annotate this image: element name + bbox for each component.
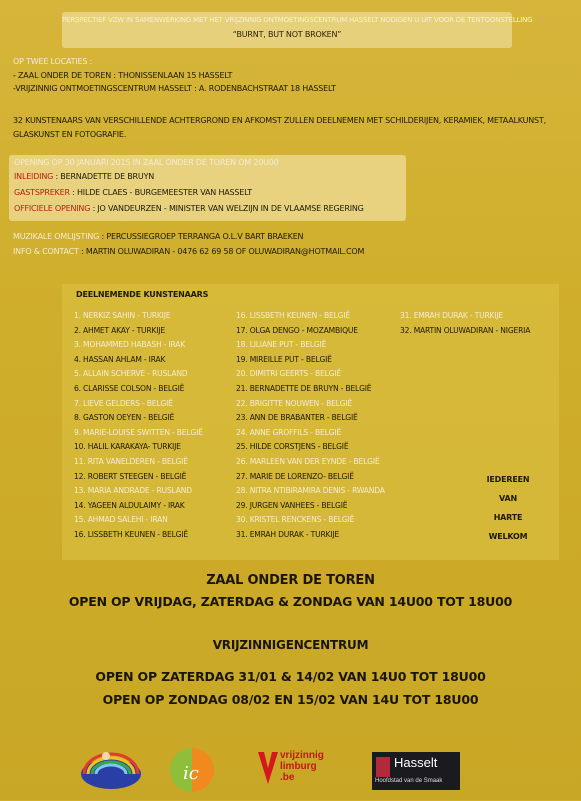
vrijzinnig-text bbox=[280, 750, 324, 783]
opening-row-officiele bbox=[14, 204, 364, 213]
artists-column-2 bbox=[236, 309, 385, 543]
intro-line-2: GLASKUNST EN FOTOGRAFIE. bbox=[13, 130, 127, 139]
opening-value: : JO VANDEURZEN - MINISTER VAN WELZIJN IN DE VLAAMSE REGERING bbox=[92, 204, 364, 213]
venue-2-hours-2: OPEN OP ZONDAG 08/02 EN 15/02 VAN 14U TOT 18U00 bbox=[102, 692, 479, 707]
artist-list-item: 6. CLARISSE COLSON - BELGIË bbox=[74, 383, 185, 393]
venue-2-name: VRIJZINNIGENCENTRUM bbox=[212, 638, 369, 652]
opening-title: OPENING OP 30 JANUARI 2015 IN ZAAL ONDER DE TOREN OM 20U00 bbox=[14, 158, 279, 167]
opening-label: GASTSPREKER bbox=[14, 188, 70, 197]
location-1: - ZAAL ONDER DE TOREN : THONISSENLAAN 15 HASSELT bbox=[13, 71, 233, 80]
hasselt-title: Hasselt bbox=[394, 755, 438, 770]
locations-title: OP TWEE LOCATIES : bbox=[13, 57, 93, 66]
venue-2-hours-1: OPEN OP ZATERDAG 31/01 & 14/02 VAN 14U0 TOT 18U00 bbox=[95, 669, 486, 684]
artist-list-item: 14. YAGEEN ALDULAIMY - IRAK bbox=[74, 500, 185, 510]
artists-panel bbox=[62, 284, 559, 560]
music-line bbox=[13, 232, 303, 241]
artists-column-1 bbox=[74, 309, 203, 543]
welcome-message bbox=[483, 470, 533, 546]
v-icon bbox=[256, 748, 280, 788]
artist-list-item: 31. EMRAH DURAK - TURKIJE bbox=[236, 529, 339, 539]
rainbow-icon bbox=[78, 744, 144, 790]
welcome-line: VAN bbox=[499, 494, 517, 503]
venue-1-name: ZAAL ONDER DE TOREN bbox=[206, 573, 375, 588]
artist-list-item: 31. EMRAH DURAK - TURKIJE bbox=[400, 311, 503, 320]
invitation-banner bbox=[62, 12, 533, 48]
opening-box bbox=[9, 155, 406, 221]
artist-list-item: 21. BERNADETTE DE BRUYN - BELGIË bbox=[236, 383, 372, 393]
venue-1-hours: OPEN OP VRIJDAG, ZATERDAG & ZONDAG VAN 14U00 TOT 18U00 bbox=[68, 594, 513, 609]
hasselt-logo bbox=[372, 752, 460, 790]
artist-list-item: 3. MOHAMMED HABASH - IRAK bbox=[74, 340, 186, 350]
artist-list-item: 27. MARIE DE LORENZO- BELGIË bbox=[236, 471, 354, 481]
logo-line: vrijzinnig bbox=[280, 750, 324, 761]
artist-list-item: 29. JURGEN VANHEES - BELGIË bbox=[236, 500, 348, 510]
opening-row-inleiding bbox=[14, 172, 154, 181]
contact-line bbox=[13, 247, 364, 256]
location-2: -VRIJZINNIG ONTMOETINGSCENTRUM HASSELT : A. RODENBACHSTRAAT 18 HASSELT bbox=[13, 84, 336, 93]
rainbow-logo bbox=[78, 744, 144, 790]
artist-list-item: 18. LILIANE PUT - BELGIË bbox=[236, 340, 327, 350]
artist-list-item: 9. MARIE-LOUISE SWITTEN - BELGIË bbox=[74, 427, 203, 437]
artist-list-item: 24. ANNE GROFFILS - BELGIË bbox=[236, 427, 341, 437]
hasselt-emblem-icon bbox=[376, 757, 390, 777]
ic-icon bbox=[166, 744, 218, 796]
artist-list-item: 15. AHMAD SALEHI - IRAN bbox=[74, 515, 168, 525]
svg-text:ic: ic bbox=[183, 763, 199, 784]
artist-list-item: 26. MARLEEN VAN DER EYNDE - BELGIË bbox=[236, 456, 380, 466]
hasselt-subtitle: Hoofdstad van de Smaak bbox=[375, 778, 443, 784]
artist-list-item: 23. ANN DE BRABANTER - BELGIË bbox=[236, 413, 358, 423]
logo-line: limburg bbox=[280, 761, 317, 772]
welcome-line: HARTE bbox=[493, 513, 523, 522]
artist-list-item: 25. HILDE CORSTJENS - BELGIË bbox=[236, 442, 349, 452]
opening-label: INLEIDING bbox=[14, 172, 54, 181]
artist-list-item: 16. LISSBETH KEUNEN - BELGIË bbox=[74, 529, 188, 539]
banner-intro: PERSPECTIEF VZW IN SAMENWERKING MET HET VRIJZINNIG ONTMOETINGSCENTRUM HASSELT NODIGEN U UIT VOOR DE TENTOONSTELLING bbox=[62, 16, 533, 24]
music-value: : PERCUSSIEGROEP TERRANGA O.L.V BART BRAEKEN bbox=[101, 232, 304, 241]
contact-label: INFO & CONTACT bbox=[13, 247, 79, 256]
welcome-line: IEDEREEN bbox=[486, 475, 530, 484]
vrijzinnig-limburg-logo bbox=[256, 744, 336, 790]
intro-line-1: 32 KUNSTENAARS VAN VERSCHILLENDE ACHTERGROND EN AFKOMST ZULLEN DEELNEMEN MET SCHILDERIJEN, KERAMIEK, METAALKUNST, bbox=[13, 116, 546, 125]
artist-list-item: 5. ALLAIN SCHERVE - RUSLAND bbox=[74, 369, 188, 379]
artist-list-item: 11. RITA VANELDEREN - BELGIË bbox=[74, 456, 188, 466]
contact-value: : MARTIN OLUWADIRAN - 0476 62 69 58 OF OLUWADIRAN@HOTMAIL.COM bbox=[81, 247, 365, 256]
artist-list-item: 17. OLGA DENGO - MOZAMBIQUE bbox=[236, 325, 358, 335]
artist-list-item: 4. HASSAN AHLAM - IRAK bbox=[74, 354, 166, 364]
artist-list-item: 2. AHMET AKAY - TURKIJE bbox=[74, 325, 165, 335]
artist-list-item: 28. NITRA NTIBIRAMIRA DENIS - RWANDA bbox=[236, 486, 385, 496]
opening-value: : BERNADETTE DE BRUYN bbox=[55, 172, 155, 181]
artist-list-item: 8. GASTON OEYEN - BELGIË bbox=[74, 413, 175, 423]
music-label: MUZIKALE OMLIJSTING bbox=[13, 232, 100, 241]
artist-list-item: 22. BRIGITTE NOUWEN - BELGIË bbox=[236, 398, 353, 408]
ic-logo bbox=[166, 744, 218, 790]
artist-list-item: 1. NERKIZ SAHIN - TURKIJE bbox=[74, 311, 171, 320]
artist-list-item: 32. MARTIN OLUWADIRAN - NIGERIA bbox=[400, 325, 531, 335]
artist-list-item: 20. DIMITRI GEERTS - BELGIË bbox=[236, 369, 341, 379]
opening-label: OFFICIELE OPENING bbox=[14, 204, 91, 213]
artists-title: DEELNEMENDE KUNSTENAARS bbox=[76, 290, 209, 299]
opening-row-gastspreker bbox=[14, 188, 252, 197]
artist-list-item: 13. MARIA ANDRADE - RUSLAND bbox=[74, 486, 192, 496]
artists-column-3 bbox=[400, 309, 530, 338]
welcome-line: WELKOM bbox=[488, 532, 528, 541]
artist-list-item: 10. HALIL KARAKAYA- TURKIJE bbox=[74, 442, 181, 452]
artist-list-item: 12. ROBERT STEEGEN - BELGIË bbox=[74, 471, 187, 481]
artist-list-item: 30. KRISTEL RENCKENS - BELGIË bbox=[236, 515, 355, 525]
logo-line: .be bbox=[280, 772, 295, 783]
artist-list-item: 7. LIEVE GELDERS - BELGIË bbox=[74, 398, 173, 408]
exhibition-title: “BURNT, BUT NOT BROKEN” bbox=[232, 30, 342, 39]
artist-list-item: 16. LISSBETH KEUNEN - BELGIË bbox=[236, 311, 350, 320]
opening-value: : HILDE CLAES - BURGEMEESTER VAN HASSELT bbox=[72, 188, 252, 197]
artist-list-item: 19. MIREILLE PUT - BELGIË bbox=[236, 354, 332, 364]
